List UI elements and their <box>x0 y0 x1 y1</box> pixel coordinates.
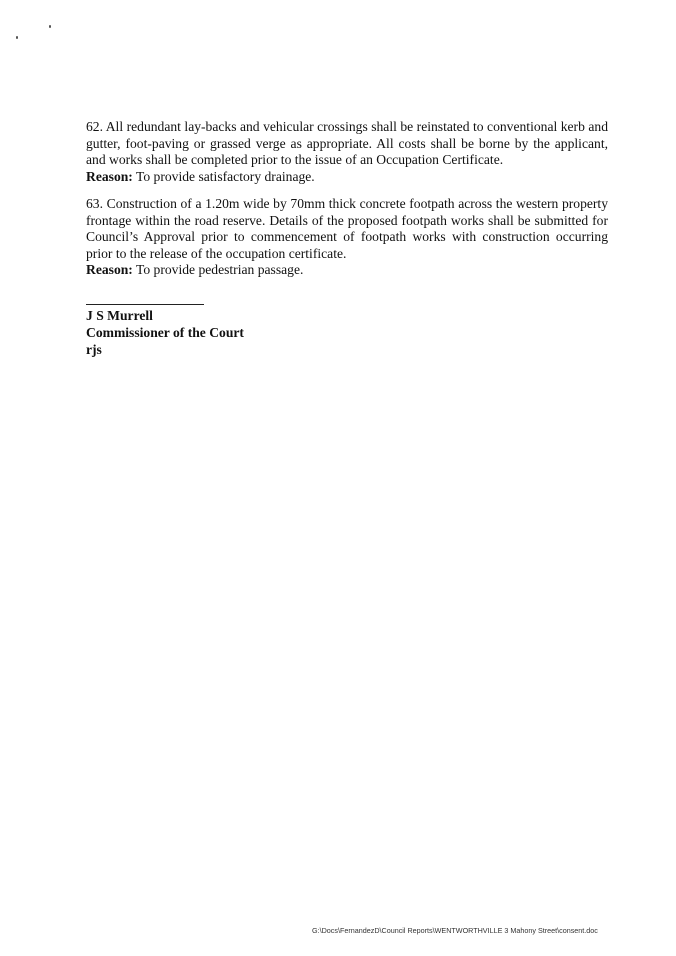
condition-62 <box>86 119 608 185</box>
condition-63-number: 63. <box>86 196 103 211</box>
scan-speck <box>49 25 51 28</box>
typist-initials: rjs <box>86 342 102 357</box>
signatory-name: J S Murrell <box>86 308 153 323</box>
scan-speck <box>16 36 18 39</box>
condition-62-text: All redundant lay-backs and vehicular crossings shall be reinstated to conventional kerb and gutter, foot-paving or grassed verge as appropriate. All costs shall be borne by the applicant, and works shall be completed prior to the issue of an Occupation Certificate. <box>86 119 608 167</box>
condition-62-body <box>86 119 608 169</box>
condition-62-reason-label: Reason: <box>86 168 133 184</box>
signature-line <box>86 304 204 305</box>
condition-63-reason <box>86 262 608 279</box>
signature-block <box>86 307 244 358</box>
condition-63-body <box>86 196 608 262</box>
condition-63-text: Construction of a 1.20m wide by 70mm thick concrete footpath across the western property frontage within the road reserve. Details of the proposed footpath works shall be submitted for Council’s Approval prior to commencement of footpath works with construction occurring prior to the release of the occupation certificate. <box>86 196 608 261</box>
signatory-title: Commissioner of the Court <box>86 325 244 340</box>
condition-62-reason-text: To provide satisfactory drainage. <box>135 168 315 184</box>
condition-63 <box>86 196 608 279</box>
condition-62-number: 62. <box>86 119 103 134</box>
condition-63-reason-text: To provide pedestrian passage. <box>135 262 304 277</box>
condition-63-reason-label: Reason: <box>86 262 133 277</box>
footer-file-path: G:\Docs\FernandezD\Council Reports\WENTWORTHVILLE 3 Mahony Street\consent.doc <box>312 926 598 935</box>
condition-62-reason <box>86 169 608 186</box>
